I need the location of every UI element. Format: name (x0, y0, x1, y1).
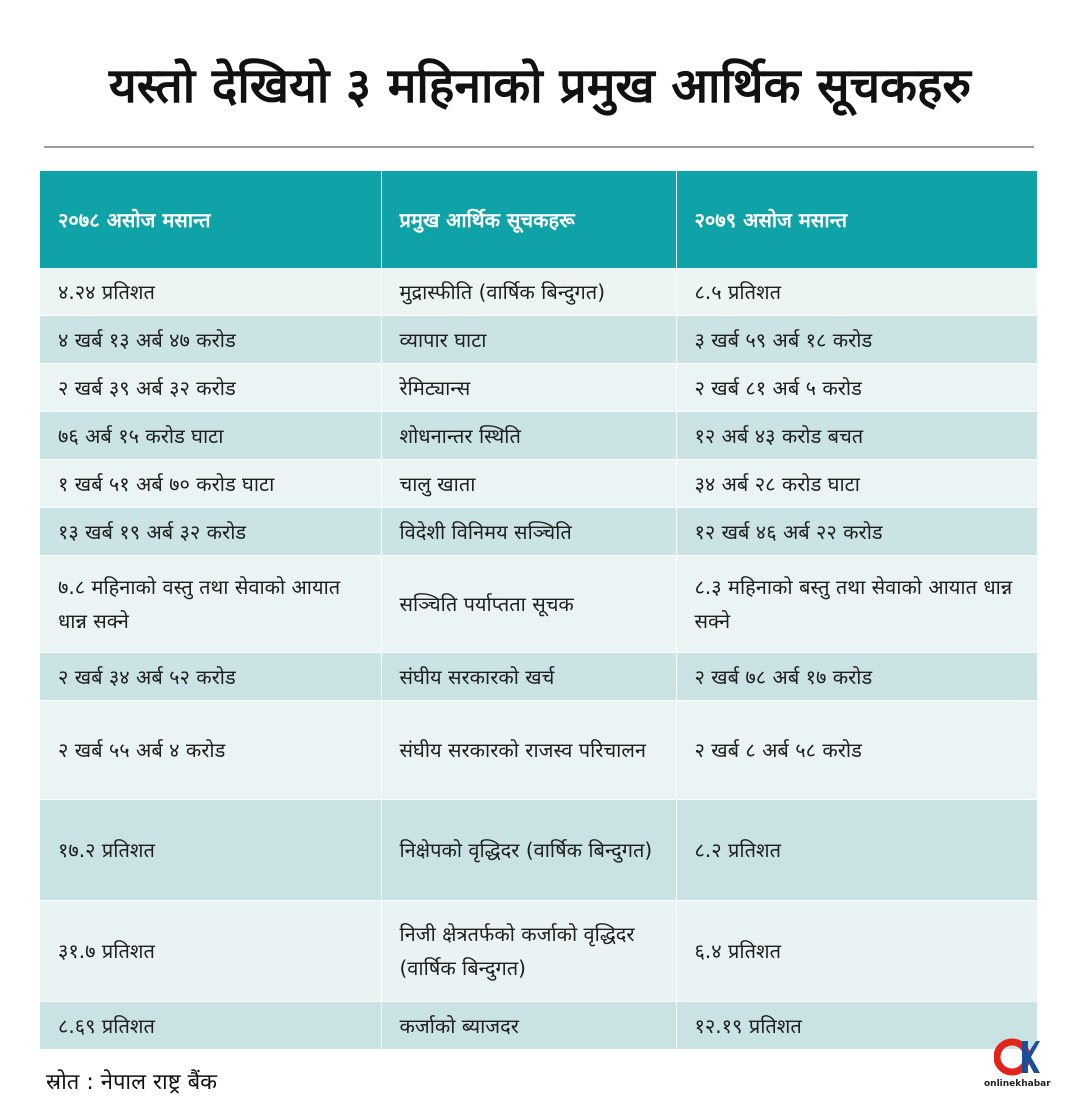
column-header-2079: २०७९ असोज मसान्त (676, 171, 1037, 268)
cell-2079: २ खर्ब ८१ अर्ब ५ करोड (676, 364, 1037, 412)
cell-2079: १२.१९ प्रतिशत (676, 1002, 1037, 1050)
cell-2079: २ खर्ब ७८ अर्ब १७ करोड (676, 653, 1037, 701)
table-row (40, 556, 1037, 653)
cell-indicator: संघीय सरकारको खर्च (381, 653, 676, 701)
cell-indicator: निजी क्षेत्रतर्फको कर्जाको वृद्धिदर (वार्षिक बिन्दुगत) (381, 901, 676, 1002)
cell-2078: ४.२४ प्रतिशत (40, 268, 381, 316)
cell-indicator: रेमिट्यान्स (381, 364, 676, 412)
page-title: यस्तो देखियो ३ महिनाको प्रमुख आर्थिक सूचकहरु (108, 58, 972, 114)
cell-2078: २ खर्ब ३४ अर्ब ५२ करोड (40, 653, 381, 701)
column-header-2078: २०७८ असोज मसान्त (40, 171, 381, 268)
table-row (40, 701, 1037, 800)
column-header-indicator: प्रमुख आर्थिक सूचकहरू (381, 171, 676, 268)
cell-2078: ७.८ महिनाको वस्तु तथा सेवाको आयात धान्न सक्ने (40, 556, 381, 653)
cell-2078: ८.६९ प्रतिशत (40, 1002, 381, 1050)
table-row (40, 364, 1037, 412)
cell-indicator: व्यापार घाटा (381, 316, 676, 364)
cell-2079: ८.५ प्रतिशत (676, 268, 1037, 316)
table-row (40, 460, 1037, 508)
cell-indicator: कर्जाको ब्याजदर (381, 1002, 676, 1050)
table-row (40, 508, 1037, 556)
table-header-row (40, 171, 1037, 268)
cell-indicator: चालु खाता (381, 460, 676, 508)
cell-2078: २ खर्ब ५५ अर्ब ४ करोड (40, 701, 381, 800)
cell-2078: ७६ अर्ब १५ करोड घाटा (40, 412, 381, 460)
cell-2079: २ खर्ब ८ अर्ब ५८ करोड (676, 701, 1037, 800)
cell-2078: १७.२ प्रतिशत (40, 800, 381, 901)
cell-2079: ८.२ प्रतिशत (676, 800, 1037, 901)
cell-2078: ३१.७ प्रतिशत (40, 901, 381, 1002)
cell-2078: १३ खर्ब १९ अर्ब ३२ करोड (40, 508, 381, 556)
table-row (40, 1002, 1037, 1050)
table-row (40, 316, 1037, 364)
cell-indicator: संघीय सरकारको राजस्व परिचालन (381, 701, 676, 800)
title-divider (44, 146, 1034, 148)
cell-2079: ३४ अर्ब २८ करोड घाटा (676, 460, 1037, 508)
table-row (40, 412, 1037, 460)
cell-2078: १ खर्ब ५१ अर्ब ७० करोड घाटा (40, 460, 381, 508)
cell-2079: ६.४ प्रतिशत (676, 901, 1037, 1002)
table-row (40, 653, 1037, 701)
onlinekhabar-logo-icon (994, 1037, 1040, 1077)
cell-indicator: मुद्रास्फीति (वार्षिक बिन्दुगत) (381, 268, 676, 316)
cell-2079: १२ खर्ब ४६ अर्ब २२ करोड (676, 508, 1037, 556)
indicators-table (40, 171, 1037, 1050)
table-row (40, 800, 1037, 901)
cell-2079: १२ अर्ब ४३ करोड बचत (676, 412, 1037, 460)
table-row (40, 268, 1037, 316)
cell-indicator: विदेशी विनिमय सञ्चिति (381, 508, 676, 556)
logo-wordmark: onlinekhabar (984, 1079, 1051, 1089)
cell-2078: ४ खर्ब १३ अर्ब ४७ करोड (40, 316, 381, 364)
onlinekhabar-logo[interactable] (984, 1037, 1051, 1097)
indicators-table-container (40, 171, 1037, 1050)
table-row (40, 901, 1037, 1002)
cell-2079: ३ खर्ब ५९ अर्ब १८ करोड (676, 316, 1037, 364)
cell-indicator: शोधनान्तर स्थिति (381, 412, 676, 460)
cell-indicator: निक्षेपको वृद्धिदर (वार्षिक बिन्दुगत) (381, 800, 676, 901)
cell-indicator: सञ्चिति पर्याप्तता सूचक (381, 556, 676, 653)
cell-2079: ८.३ महिनाको बस्तु तथा सेवाको आयात धान्न सक्ने (676, 556, 1037, 653)
cell-2078: २ खर्ब ३९ अर्ब ३२ करोड (40, 364, 381, 412)
source-note: स्रोत : नेपाल राष्ट्र बैंक (46, 1070, 218, 1095)
